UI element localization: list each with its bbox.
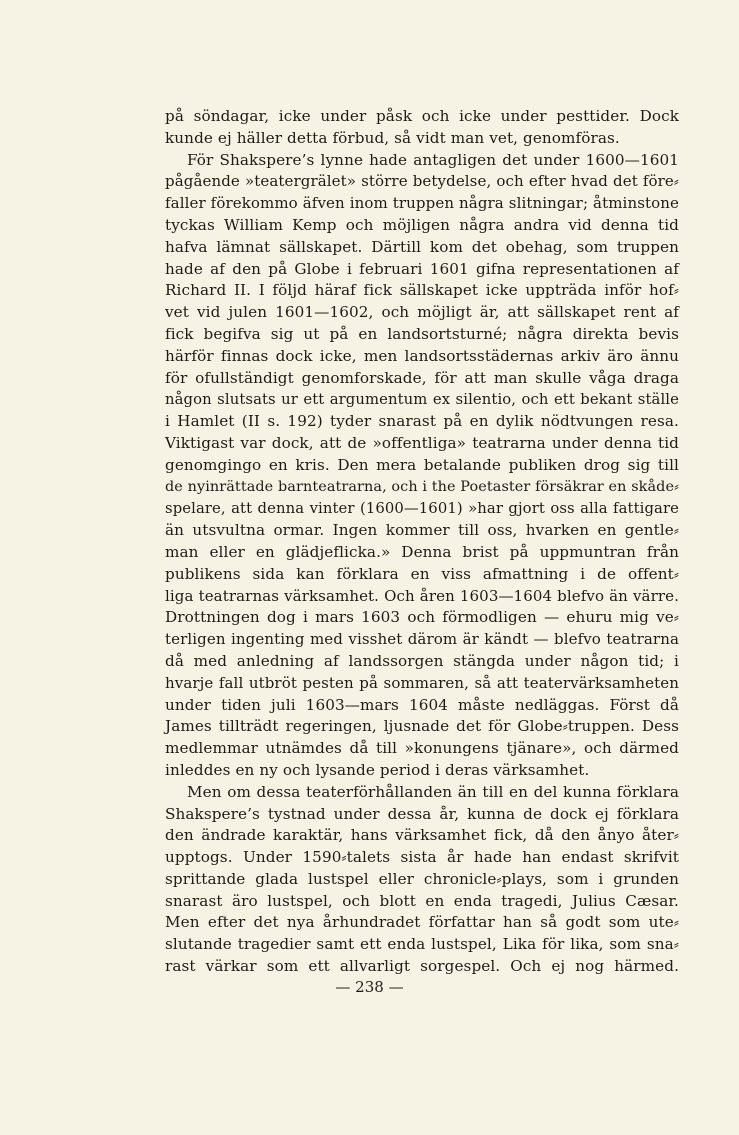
text-line: medlemmar utnämdes då till »konungens tjänare», och därmed — [165, 739, 679, 758]
text-line: tyckas William Kemp och möjligen några andra vid denna tid — [165, 215, 679, 234]
text-line: härför finnas dock icke, men landsortsstädernas arkiv äro ännu — [165, 346, 679, 365]
text-line: kunde ej häller detta förbud, så vidt man vet, genomföras. — [165, 128, 620, 147]
text-line: Shakspere’s tystnad under dessa år, kunna de dock ej förklara — [165, 804, 679, 823]
text-line: fick begifva sig ut på en landsortsturné; några direkta bevis — [165, 324, 679, 343]
text-line: slutande tragedier samt ett enda lustspel, Lika för lika, som sna⸗ — [165, 935, 679, 954]
text-line: någon slutsats ur ett argumentum ex silentio, och ett bekant ställe — [165, 391, 679, 409]
text-line: snarast äro lustspel, och blott en enda tragedi, Julius Cæsar. — [165, 891, 679, 910]
page-number: — 238 — — [335, 978, 404, 996]
text-line: Drottningen dog i mars 1603 och förmodligen — ehuru mig ve⸗ — [165, 608, 679, 627]
text-line: den ändrade karaktär, hans värksamhet fick, då den ånyo åter⸗ — [165, 826, 679, 845]
text-line: För Shakspere’s lynne hade antagligen det under 1600—1601 — [187, 150, 679, 169]
text-line: faller förekommo äfven inom truppen några slitningar; åtminstone — [165, 194, 679, 213]
text-line: Men efter det nya århundradet författar han så godt som ute⸗ — [165, 913, 679, 932]
text-line: spelare, att denna vinter (1600—1601) »har gjort oss alla fattigare — [165, 500, 679, 518]
text-line: under tiden juli 1603—mars 1604 måste nedläggas. Först då — [165, 695, 679, 714]
text-line: vet vid julen 1601—1602, och möjligt är, att sällskapet rent af — [165, 303, 679, 322]
text-line: Men om dessa teaterförhållanden än till en del kunna förklara — [187, 782, 679, 801]
text-line: hade af den på Globe i februari 1601 gifna representationen af — [165, 259, 679, 278]
text-line: då med anledning af landssorgen stängda under någon tid; i — [165, 651, 679, 670]
text-line: liga teatrarnas värksamhet. Och åren 1603—1604 blefvo än värre. — [165, 586, 679, 605]
text-line: för ofullständigt genomforskade, för att man skulle våga draga — [165, 368, 679, 387]
text-line: Richard II. I följd häraf fick sällskapet icke uppträda inför hof⸗ — [165, 281, 679, 300]
text-line: inleddes en ny och lysande period i deras värksamhet. — [165, 760, 590, 779]
text-line: publikens sida kan förklara en viss afmattning i de offent⸗ — [165, 564, 679, 583]
text-line: i Hamlet (II s. 192) tyder snarast på en dylik nödtvungen resa. — [165, 412, 679, 431]
text-line: än utsvultna ormar. Ingen kommer till oss, hvarken en gentle⸗ — [165, 521, 679, 540]
text-line: James tillträdt regeringen, ljusnade det för Globe⸗truppen. Dess — [165, 717, 679, 736]
text-line: de nyinrättade barnteatrarna, och i the Poetaster försäkrar en skåde⸗ — [165, 478, 680, 495]
text-line: pågående »teatergrälet» större betydelse, och efter hvad det före⸗ — [165, 172, 679, 191]
text-line: hafva lämnat sällskapet. Därtill kom det obehag, som truppen — [165, 237, 679, 256]
text-line: hvarje fall utbröt pesten på sommaren, så att teatervärksamheten — [165, 673, 679, 692]
text-line: terligen ingenting med visshet därom är kändt — blefvo teatrarna — [165, 630, 679, 649]
text-line: på söndagar, icke under påsk och icke under pesttider. Dock — [165, 107, 679, 125]
text-line: upptogs. Under 1590⸗talets sista år hade han endast skrifvit — [165, 848, 679, 867]
text-line: man eller en glädjeflicka.» Denna brist på uppmuntran från — [165, 542, 679, 561]
text-line: Viktigast var dock, att de »offentliga» teatrarna under denna tid — [165, 433, 679, 452]
text-line: rast värkar som ett allvarligt sorgespel. Och ej nog härmed. — [165, 957, 679, 976]
body-text — [165, 106, 679, 978]
text-line: genomgingo en kris. Den mera betalande publiken drog sig till — [165, 455, 679, 474]
text-line: sprittande glada lustspel eller chronicle⸗plays, som i grunden — [165, 869, 679, 888]
